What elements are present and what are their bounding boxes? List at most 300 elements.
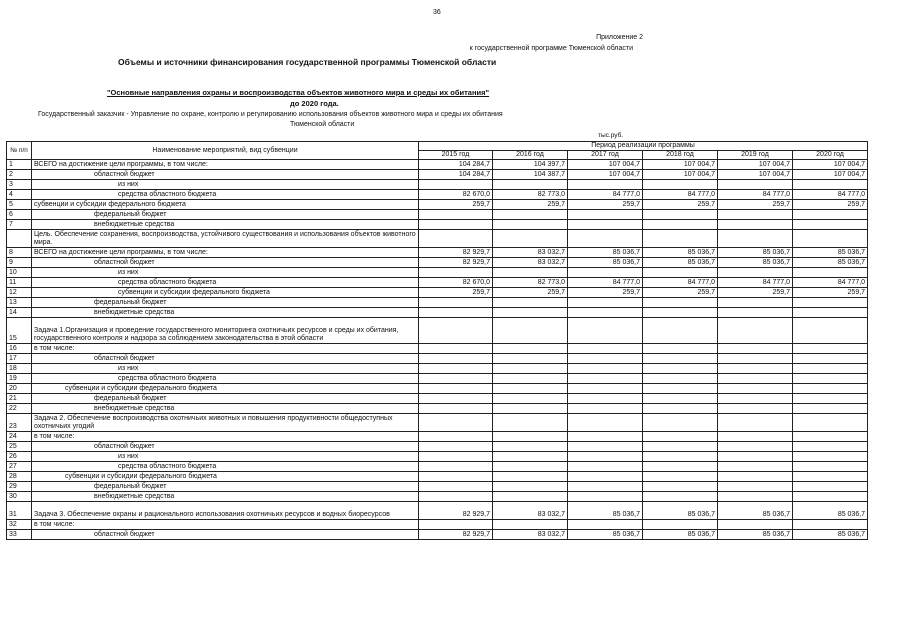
row-number: 18 xyxy=(7,364,32,374)
row-value xyxy=(419,268,493,278)
header-year: 2017 год xyxy=(568,151,643,160)
row-value xyxy=(643,384,718,394)
row-number: 4 xyxy=(7,190,32,200)
row-value xyxy=(643,442,718,452)
row-value: 259,7 xyxy=(568,200,643,210)
row-value xyxy=(419,404,493,414)
row-value xyxy=(643,462,718,472)
row-value xyxy=(493,404,568,414)
row-number: 31 xyxy=(7,502,32,520)
table-row xyxy=(7,210,868,220)
row-number: 22 xyxy=(7,404,32,414)
row-value xyxy=(419,220,493,230)
row-value: 259,7 xyxy=(793,288,868,298)
row-value: 259,7 xyxy=(419,200,493,210)
row-value xyxy=(568,452,643,462)
header-year: 2019 год xyxy=(718,151,793,160)
row-value xyxy=(493,364,568,374)
row-value xyxy=(643,268,718,278)
row-name: областной бюджет xyxy=(32,258,419,268)
row-value: 84 777,0 xyxy=(793,278,868,288)
row-value xyxy=(793,472,868,482)
row-value: 85 036,7 xyxy=(568,248,643,258)
row-value xyxy=(419,442,493,452)
row-value: 259,7 xyxy=(643,288,718,298)
row-value xyxy=(493,308,568,318)
row-value xyxy=(793,404,868,414)
row-value xyxy=(718,374,793,384)
row-value: 85 036,7 xyxy=(643,258,718,268)
table-row xyxy=(7,354,868,364)
row-value: 85 036,7 xyxy=(718,248,793,258)
row-value: 85 036,7 xyxy=(568,530,643,540)
row-value: 82 670,0 xyxy=(419,190,493,200)
table-row xyxy=(7,200,868,210)
row-name: в том числе: xyxy=(32,432,419,442)
table-row xyxy=(7,374,868,384)
table-row xyxy=(7,288,868,298)
row-value xyxy=(419,344,493,354)
table-row xyxy=(7,180,868,190)
program-period: до 2020 года. xyxy=(290,99,339,108)
row-value: 85 036,7 xyxy=(793,502,868,520)
row-value xyxy=(643,344,718,354)
row-number: 30 xyxy=(7,492,32,502)
row-name: внебюджетные средства xyxy=(32,220,419,230)
table-row xyxy=(7,414,868,432)
row-value xyxy=(718,462,793,472)
row-value xyxy=(718,354,793,364)
row-value xyxy=(643,482,718,492)
row-value xyxy=(568,414,643,432)
row-value xyxy=(793,354,868,364)
row-value xyxy=(643,520,718,530)
table-row xyxy=(7,248,868,258)
row-value xyxy=(718,452,793,462)
table-row xyxy=(7,404,868,414)
table-row xyxy=(7,298,868,308)
row-name: федеральный бюджет xyxy=(32,298,419,308)
row-value xyxy=(568,220,643,230)
row-value xyxy=(643,432,718,442)
row-name: областной бюджет xyxy=(32,354,419,364)
row-value xyxy=(419,492,493,502)
header-name: Наименование мероприятий, вид субвенции xyxy=(32,142,419,160)
row-number: 23 xyxy=(7,414,32,432)
row-value xyxy=(419,298,493,308)
row-value xyxy=(643,298,718,308)
row-value xyxy=(419,472,493,482)
program-name: "Основные направления охраны и воспроизводства объектов животного мира и среды их обитания" xyxy=(107,88,490,97)
row-value xyxy=(419,384,493,394)
row-value xyxy=(419,308,493,318)
row-number: 1 xyxy=(7,160,32,170)
row-number: 28 xyxy=(7,472,32,482)
row-number: 17 xyxy=(7,354,32,364)
row-value: 82 773,0 xyxy=(493,278,568,288)
table-row xyxy=(7,520,868,530)
header-year: 2015 год xyxy=(419,151,493,160)
table-row xyxy=(7,318,868,344)
row-value xyxy=(643,318,718,344)
row-value xyxy=(568,472,643,482)
row-name: областной бюджет xyxy=(32,170,419,180)
row-value xyxy=(793,374,868,384)
row-value xyxy=(568,298,643,308)
row-value xyxy=(568,308,643,318)
row-value: 82 929,7 xyxy=(419,502,493,520)
row-value: 85 036,7 xyxy=(568,258,643,268)
row-value xyxy=(718,520,793,530)
row-value: 85 036,7 xyxy=(718,502,793,520)
row-value: 82 773,0 xyxy=(493,190,568,200)
row-value xyxy=(643,220,718,230)
table-row xyxy=(7,364,868,374)
row-value xyxy=(793,492,868,502)
row-name: субвенции и субсидии федерального бюджета xyxy=(32,384,419,394)
row-number: 9 xyxy=(7,258,32,268)
row-value xyxy=(643,308,718,318)
row-value xyxy=(493,442,568,452)
row-value: 107 004,7 xyxy=(568,160,643,170)
row-number: 20 xyxy=(7,384,32,394)
row-value xyxy=(718,220,793,230)
state-customer: Государственный заказчик - Управление по охране, контролю и регулированию использования объектов животного мира и среды их обитания xyxy=(38,111,503,118)
row-value xyxy=(568,374,643,384)
row-value xyxy=(793,394,868,404)
row-value xyxy=(419,414,493,432)
row-value xyxy=(568,482,643,492)
table-row xyxy=(7,220,868,230)
row-name: средства областного бюджета xyxy=(32,190,419,200)
row-value xyxy=(493,354,568,364)
document-title: Объемы и источники финансирования государственной программы Тюменской области xyxy=(118,57,497,67)
row-value xyxy=(493,492,568,502)
row-name: Задача 2. Обеспечение воспроизводства охотничьих животных и повышения продуктивности общедоступных охотничьих угодий xyxy=(32,414,419,432)
header-period: Период реализации программы xyxy=(419,142,868,151)
appendix-reference: к государственной программе Тюменской области xyxy=(469,45,633,52)
row-value xyxy=(718,414,793,432)
row-value xyxy=(718,394,793,404)
row-value: 83 032,7 xyxy=(493,248,568,258)
row-value xyxy=(718,344,793,354)
table-row xyxy=(7,278,868,288)
row-value xyxy=(643,414,718,432)
row-value: 85 036,7 xyxy=(718,530,793,540)
row-value: 104 284,7 xyxy=(419,160,493,170)
state-customer-region: Тюменской области xyxy=(290,121,355,128)
table-row xyxy=(7,258,868,268)
row-value xyxy=(793,268,868,278)
row-number: 25 xyxy=(7,442,32,452)
row-value xyxy=(419,374,493,384)
currency-unit: тыс.руб. xyxy=(598,132,624,139)
row-name: федеральный бюджет xyxy=(32,210,419,220)
row-value xyxy=(493,268,568,278)
row-value xyxy=(643,230,718,248)
row-value xyxy=(718,472,793,482)
row-value xyxy=(718,384,793,394)
row-value xyxy=(419,180,493,190)
row-number: 15 xyxy=(7,318,32,344)
row-value: 83 032,7 xyxy=(493,258,568,268)
table-row xyxy=(7,308,868,318)
row-value: 259,7 xyxy=(793,200,868,210)
table-row xyxy=(7,452,868,462)
table-row xyxy=(7,472,868,482)
row-number: 21 xyxy=(7,394,32,404)
row-value: 84 777,0 xyxy=(718,278,793,288)
row-value xyxy=(718,404,793,414)
table-row xyxy=(7,482,868,492)
row-value xyxy=(793,414,868,432)
row-value: 84 777,0 xyxy=(568,190,643,200)
row-value xyxy=(793,318,868,344)
row-number: 11 xyxy=(7,278,32,288)
row-value xyxy=(568,442,643,452)
row-value xyxy=(643,492,718,502)
row-value: 82 929,7 xyxy=(419,530,493,540)
table-row xyxy=(7,530,868,540)
row-value: 83 032,7 xyxy=(493,502,568,520)
row-value: 82 929,7 xyxy=(419,248,493,258)
row-number: 33 xyxy=(7,530,32,540)
row-value xyxy=(718,268,793,278)
row-value xyxy=(493,318,568,344)
row-name: субвенции и субсидии федерального бюджета xyxy=(32,200,419,210)
row-value xyxy=(493,344,568,354)
row-value xyxy=(568,354,643,364)
row-value xyxy=(493,452,568,462)
row-value xyxy=(493,482,568,492)
row-name: федеральный бюджет xyxy=(32,482,419,492)
row-value: 107 004,7 xyxy=(718,160,793,170)
table-row xyxy=(7,432,868,442)
row-value: 259,7 xyxy=(493,288,568,298)
row-value: 104 284,7 xyxy=(419,170,493,180)
row-value xyxy=(718,180,793,190)
row-value xyxy=(568,180,643,190)
row-value xyxy=(793,344,868,354)
row-value xyxy=(419,462,493,472)
row-value xyxy=(643,364,718,374)
row-value xyxy=(793,462,868,472)
row-name: внебюджетные средства xyxy=(32,308,419,318)
row-name: из них xyxy=(32,452,419,462)
row-value xyxy=(718,210,793,220)
row-value: 85 036,7 xyxy=(793,248,868,258)
row-name: средства областного бюджета xyxy=(32,278,419,288)
row-name: средства областного бюджета xyxy=(32,374,419,384)
row-value xyxy=(568,462,643,472)
row-value xyxy=(493,432,568,442)
row-value: 84 777,0 xyxy=(793,190,868,200)
row-value xyxy=(419,354,493,364)
row-value: 82 929,7 xyxy=(419,258,493,268)
row-value xyxy=(793,210,868,220)
row-value xyxy=(643,354,718,364)
row-number xyxy=(7,230,32,248)
row-value xyxy=(793,298,868,308)
row-value: 82 670,0 xyxy=(419,278,493,288)
table-row xyxy=(7,268,868,278)
row-value: 107 004,7 xyxy=(568,170,643,180)
row-value: 259,7 xyxy=(568,288,643,298)
row-value: 107 004,7 xyxy=(793,160,868,170)
row-value xyxy=(419,318,493,344)
row-value: 107 004,7 xyxy=(793,170,868,180)
row-value: 85 036,7 xyxy=(643,502,718,520)
row-value: 259,7 xyxy=(643,200,718,210)
row-value: 85 036,7 xyxy=(718,258,793,268)
row-value xyxy=(718,298,793,308)
row-value xyxy=(643,452,718,462)
row-value xyxy=(493,230,568,248)
table-row xyxy=(7,160,868,170)
row-value xyxy=(568,344,643,354)
row-number: 16 xyxy=(7,344,32,354)
row-value xyxy=(568,364,643,374)
row-value: 83 032,7 xyxy=(493,530,568,540)
row-value xyxy=(643,374,718,384)
table-row xyxy=(7,384,868,394)
row-number: 10 xyxy=(7,268,32,278)
row-value xyxy=(793,520,868,530)
row-number: 14 xyxy=(7,308,32,318)
row-name: Цель. Обеспечение сохранения, воспроизводства, устойчивого существования и использования объектов животного мира. xyxy=(32,230,419,248)
row-value: 85 036,7 xyxy=(793,258,868,268)
row-value xyxy=(493,394,568,404)
row-value xyxy=(793,482,868,492)
row-name: из них xyxy=(32,268,419,278)
row-value xyxy=(718,492,793,502)
row-value: 107 004,7 xyxy=(643,170,718,180)
row-value: 259,7 xyxy=(718,200,793,210)
table-row xyxy=(7,492,868,502)
row-number: 7 xyxy=(7,220,32,230)
row-value xyxy=(493,472,568,482)
row-value xyxy=(568,318,643,344)
row-name: из них xyxy=(32,180,419,190)
row-number: 2 xyxy=(7,170,32,180)
row-number: 26 xyxy=(7,452,32,462)
row-value: 107 004,7 xyxy=(643,160,718,170)
row-value xyxy=(718,432,793,442)
row-value xyxy=(568,210,643,220)
row-value: 259,7 xyxy=(718,288,793,298)
row-value xyxy=(793,432,868,442)
row-name: внебюджетные средства xyxy=(32,404,419,414)
row-number: 27 xyxy=(7,462,32,472)
row-value xyxy=(793,384,868,394)
row-value: 104 397,7 xyxy=(493,160,568,170)
row-value xyxy=(419,482,493,492)
row-value xyxy=(793,180,868,190)
table-row xyxy=(7,230,868,248)
table-row xyxy=(7,462,868,472)
row-value xyxy=(643,394,718,404)
row-value xyxy=(493,462,568,472)
row-value xyxy=(419,230,493,248)
row-value xyxy=(493,384,568,394)
row-value xyxy=(793,442,868,452)
row-value xyxy=(568,404,643,414)
row-value xyxy=(493,220,568,230)
row-value: 259,7 xyxy=(493,200,568,210)
row-value xyxy=(793,364,868,374)
row-name: внебюджетные средства xyxy=(32,492,419,502)
header-year: 2018 год xyxy=(643,151,718,160)
row-value xyxy=(718,364,793,374)
row-value xyxy=(718,442,793,452)
row-value xyxy=(493,374,568,384)
table-row xyxy=(7,442,868,452)
row-value xyxy=(643,472,718,482)
row-value xyxy=(568,268,643,278)
row-value xyxy=(493,520,568,530)
row-number: 5 xyxy=(7,200,32,210)
row-value: 85 036,7 xyxy=(568,502,643,520)
row-name: областной бюджет xyxy=(32,442,419,452)
table-header xyxy=(7,142,868,160)
row-name: областной бюджет xyxy=(32,530,419,540)
row-value xyxy=(568,384,643,394)
row-number: 8 xyxy=(7,248,32,258)
row-value xyxy=(643,404,718,414)
row-value xyxy=(793,220,868,230)
row-value xyxy=(419,394,493,404)
row-value xyxy=(419,452,493,462)
row-name: из них xyxy=(32,364,419,374)
row-value: 84 777,0 xyxy=(568,278,643,288)
table-body xyxy=(7,160,868,540)
table-row xyxy=(7,170,868,180)
appendix-label: Приложение 2 xyxy=(596,34,643,41)
row-value xyxy=(493,210,568,220)
row-value: 104 387,7 xyxy=(493,170,568,180)
row-number: 13 xyxy=(7,298,32,308)
row-number: 3 xyxy=(7,180,32,190)
row-value xyxy=(793,308,868,318)
table-row xyxy=(7,190,868,200)
row-value: 85 036,7 xyxy=(793,530,868,540)
row-value xyxy=(718,318,793,344)
row-value xyxy=(568,394,643,404)
row-number: 19 xyxy=(7,374,32,384)
row-name: ВСЕГО на достижение цели программы, в том числе: xyxy=(32,160,419,170)
row-value: 259,7 xyxy=(419,288,493,298)
row-number: 29 xyxy=(7,482,32,492)
row-name: Задача 3. Обеспечение охраны и рационального использования охотничьих ресурсов и водных биоресурсов xyxy=(32,502,419,520)
row-value xyxy=(419,210,493,220)
header-number: № п/п xyxy=(7,142,32,160)
row-value xyxy=(718,308,793,318)
row-name: средства областного бюджета xyxy=(32,462,419,472)
row-value: 84 777,0 xyxy=(643,190,718,200)
row-name: ВСЕГО на достижение цели программы, в том числе: xyxy=(32,248,419,258)
row-value xyxy=(493,180,568,190)
row-number: 12 xyxy=(7,288,32,298)
financing-table xyxy=(6,141,868,540)
header-year: 2016 год xyxy=(493,151,568,160)
row-name: субвенции и субсидии федерального бюджета xyxy=(32,288,419,298)
row-value xyxy=(568,492,643,502)
row-value xyxy=(493,414,568,432)
row-value xyxy=(493,298,568,308)
row-value: 84 777,0 xyxy=(718,190,793,200)
row-number: 24 xyxy=(7,432,32,442)
row-value: 85 036,7 xyxy=(643,530,718,540)
